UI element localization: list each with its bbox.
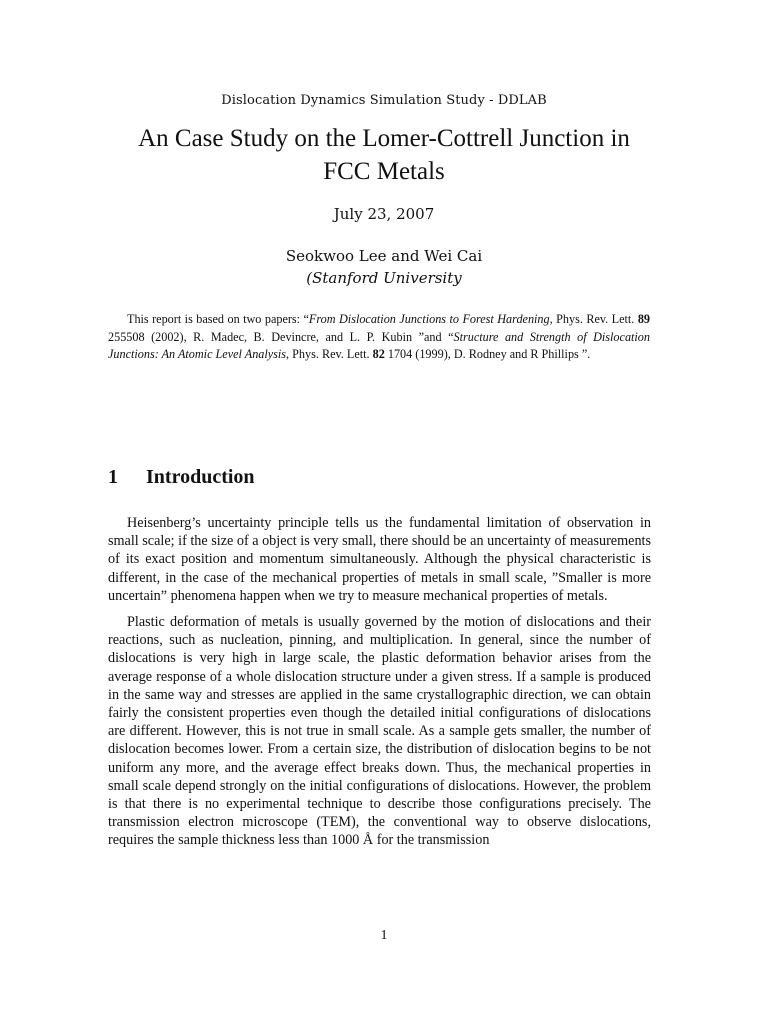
section-heading bbox=[108, 466, 255, 489]
page-number: 1 bbox=[380, 928, 388, 943]
reference-1-rest: 255508 (2002), R. Madec, B. Devincre, and L. P. Kubin ”and “ bbox=[108, 329, 454, 344]
author-affiliation: (Stanford University bbox=[306, 269, 462, 287]
author-names: Seokwoo Lee and Wei Cai bbox=[285, 247, 483, 265]
abstract bbox=[108, 311, 650, 364]
title-line-1: An Case Study on the Lomer-Cottrell Junction in bbox=[138, 125, 630, 152]
paper-title bbox=[60, 122, 708, 188]
running-header: Dislocation Dynamics Simulation Study - DDLAB bbox=[221, 93, 547, 108]
reference-2-journal: , Phys. Rev. Lett. bbox=[286, 347, 373, 362]
section-title: Introduction bbox=[146, 466, 255, 488]
publication-date: July 23, 2007 bbox=[333, 205, 435, 223]
reference-2-volume: 82 bbox=[372, 347, 385, 362]
section-number: 1 bbox=[108, 466, 118, 488]
title-line-2: FCC Metals bbox=[323, 158, 445, 185]
reference-1-title: From Dislocation Junctions to Forest Hardening bbox=[308, 312, 550, 326]
abstract-intro: This report is based on two papers: “ bbox=[127, 312, 309, 326]
reference-1-volume: 89 bbox=[637, 312, 650, 326]
author-block bbox=[0, 245, 768, 289]
section-body bbox=[108, 514, 651, 858]
reference-1-journal: , Phys. Rev. Lett. bbox=[549, 312, 638, 326]
paragraph: Heisenberg’s uncertainty principle tells us the fundamental limitation of observation in small scale; if the size of a object is very small, there should be an uncertainty of measurements of its exact position and momentum simultaneously. Although the physical characteristic is different, in the case of the mechanical properties of metals in small scale, ”Smaller is more uncertain” phenomena happen when we try to measure mechanical properties of metals. bbox=[108, 515, 651, 604]
paragraph: Plastic deformation of metals is usually governed by the motion of dislocations and their reactions, such as nucleation, pinning, and multiplication. In general, since the number of dislocations is very high in large scale, the plastic deformation behavior arises from the average response of a whole dislocation structure under a given stress. If a sample is produced in the same way and stresses are applied in the same crystallographic direction, we can obtain fairly the consistent properties even though the detailed initial configurations of dislocations are different. However, this is not true in small scale. As a sample gets smaller, the number of dislocation becomes lower. From a certain size, the distribution of dislocation begins to be not uniform any more, and the average effect breaks down. Thus, the mechanical properties in small scale depend strongly on the initial configurations of dislocations. However, the problem is that there is no experimental technique to describe those configurations precisely. The transmission electron microscope (TEM), the conventional way to observe dislocations, requires the sample thickness less than 1000 Å for the transmission bbox=[108, 614, 651, 849]
reference-2-title: Structure and Strength of Dislocation Junctions: An Atomic Level Analysis bbox=[108, 329, 650, 362]
reference-2-rest: 1704 (1999), D. Rodney and R Phillips ”. bbox=[384, 347, 591, 362]
